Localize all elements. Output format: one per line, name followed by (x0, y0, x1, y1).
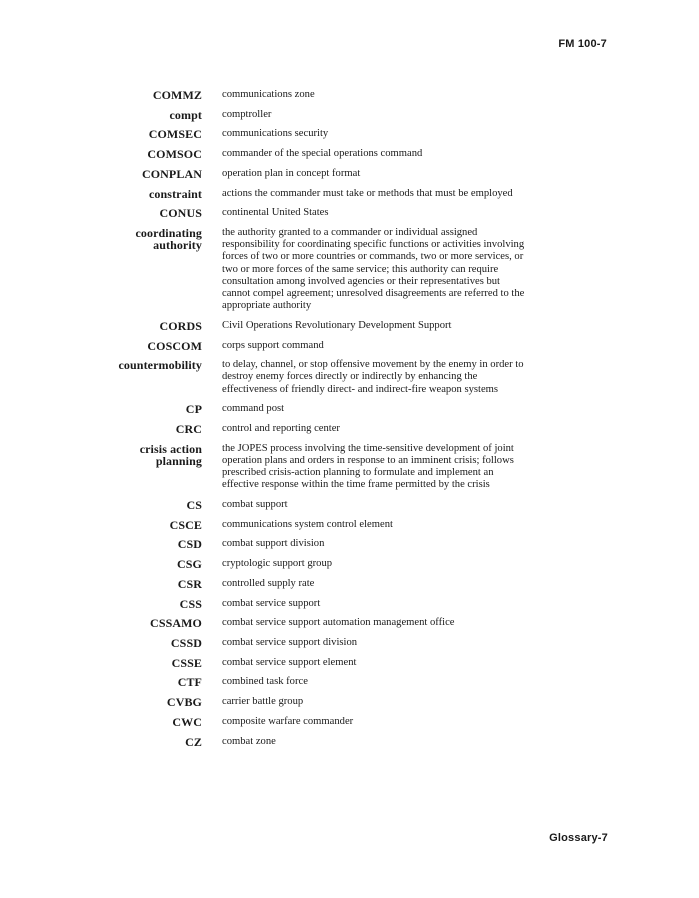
glossary-term: compt (169, 107, 202, 122)
glossary-definition: continental United States (222, 207, 329, 219)
glossary-definition: actions the commander must take or methods that must be employed (222, 187, 513, 199)
glossary-term: coordinating authority (135, 225, 202, 253)
glossary-term: CSS (179, 596, 202, 611)
glossary-term: CSSAMO (150, 616, 202, 631)
glossary-entry (0, 538, 699, 550)
glossary-entry (0, 227, 699, 312)
glossary-entry (0, 499, 699, 511)
glossary-definition: Civil Operations Revolutionary Development Support (222, 319, 452, 331)
glossary-definition: combat service support automation management office (222, 617, 455, 629)
glossary-term: COMSOC (147, 147, 202, 162)
glossary-term: CSSE (171, 655, 202, 670)
glossary-definition: communications security (222, 128, 329, 140)
glossary-entry (0, 519, 699, 531)
glossary-term: CONPLAN (141, 166, 202, 181)
glossary-term: countermobility (118, 358, 202, 373)
glossary-term: CS (186, 498, 202, 513)
glossary-entry (0, 637, 699, 649)
glossary-term: CSD (177, 537, 202, 552)
glossary-entry (0, 168, 699, 180)
glossary-definition: the authority granted to a commander or individual assigned responsibility for coordinating specific functions or activities involving forces of two or more countries or commands, two or more services, or two or more forces of the same service; this authority can require consultation among involved agencies or their representatives but cannot compel agreement; unresolved disagreements are referred to the appropriate authority (222, 226, 525, 312)
glossary-entry (0, 617, 699, 629)
glossary-entry (0, 657, 699, 669)
glossary-definition: communications zone (222, 89, 315, 100)
glossary-entry (0, 578, 699, 590)
glossary-term: CSR (177, 576, 202, 591)
glossary-entry (0, 558, 699, 570)
glossary-entry (0, 89, 699, 101)
glossary-definition: communications system control element (222, 518, 393, 530)
glossary-entry (0, 320, 699, 332)
glossary-term: CP (185, 402, 202, 417)
glossary-definition: combat service support division (222, 637, 358, 648)
glossary-term: COSCOM (147, 338, 202, 353)
glossary-definition: cryptologic support group (222, 558, 333, 570)
glossary-definition: operation plan in concept format (222, 167, 361, 179)
glossary-definition: command post (222, 403, 285, 415)
glossary-entry (0, 207, 699, 219)
glossary-entry (0, 443, 699, 492)
glossary-definition: combat service support element (222, 656, 357, 668)
glossary-term: COMSEC (148, 127, 202, 142)
glossary-entry (0, 340, 699, 352)
glossary-term: CONUS (159, 206, 202, 221)
glossary-entry (0, 736, 699, 748)
glossary-entry (0, 598, 699, 610)
glossary-definition: composite warfare commander (222, 715, 354, 727)
glossary-term: CSSD (170, 636, 202, 650)
glossary-entry (0, 676, 699, 688)
glossary-definition: control and reporting center (222, 423, 340, 435)
glossary-entry (0, 423, 699, 435)
glossary-term: CRC (175, 422, 202, 437)
glossary-term: CWC (172, 714, 202, 729)
glossary-term: CORDS (159, 318, 202, 333)
glossary-term: CZ (185, 734, 202, 749)
glossary-definition: combat service support (222, 597, 321, 609)
glossary-definition: comptroller (222, 108, 272, 120)
glossary-entry (0, 696, 699, 708)
glossary-definition: to delay, channel, or stop offensive movement by the enemy in order to destroy enemy forces directly or indirectly by enhancing the effectiveness of friendly direct- and indirect-fire weapon systems (222, 359, 524, 395)
glossary-definition: combat support (222, 499, 288, 511)
glossary-entry (0, 403, 699, 415)
glossary-definition: carrier battle group (222, 696, 304, 708)
glossary-term: constraint (149, 186, 202, 201)
glossary-definition: commander of the special operations command (222, 148, 423, 160)
page-number: Glossary-7 (549, 832, 608, 844)
glossary-entry (0, 148, 699, 160)
glossary-definition: controlled supply rate (222, 577, 315, 589)
glossary-entry (0, 359, 699, 396)
glossary-term: CTF (177, 675, 202, 690)
glossary-definition: the JOPES process involving the time-sensitive development of joint operation plans and orders in response to an imminent crisis; follows prescribed crisis-action planning to formulate and implement an effective response within the time frame permitted by the crisis (222, 442, 514, 491)
glossary-definition: corps support command (222, 339, 324, 351)
document-reference: FM 100-7 (558, 38, 607, 50)
glossary-entry (0, 188, 699, 200)
glossary-term: CSCE (169, 517, 202, 532)
glossary-entry (0, 109, 699, 121)
glossary-definition: combat support division (222, 538, 325, 550)
glossary-term: crisis action planning (139, 441, 202, 468)
glossary-entry (0, 716, 699, 728)
glossary-definition: combined task force (222, 676, 308, 688)
glossary-term: COMMZ (152, 88, 202, 102)
glossary-entry (0, 128, 699, 140)
glossary-term: CSG (177, 557, 202, 572)
glossary-definition: combat zone (222, 735, 276, 747)
glossary-list (0, 89, 699, 755)
glossary-term: CVBG (166, 695, 202, 710)
